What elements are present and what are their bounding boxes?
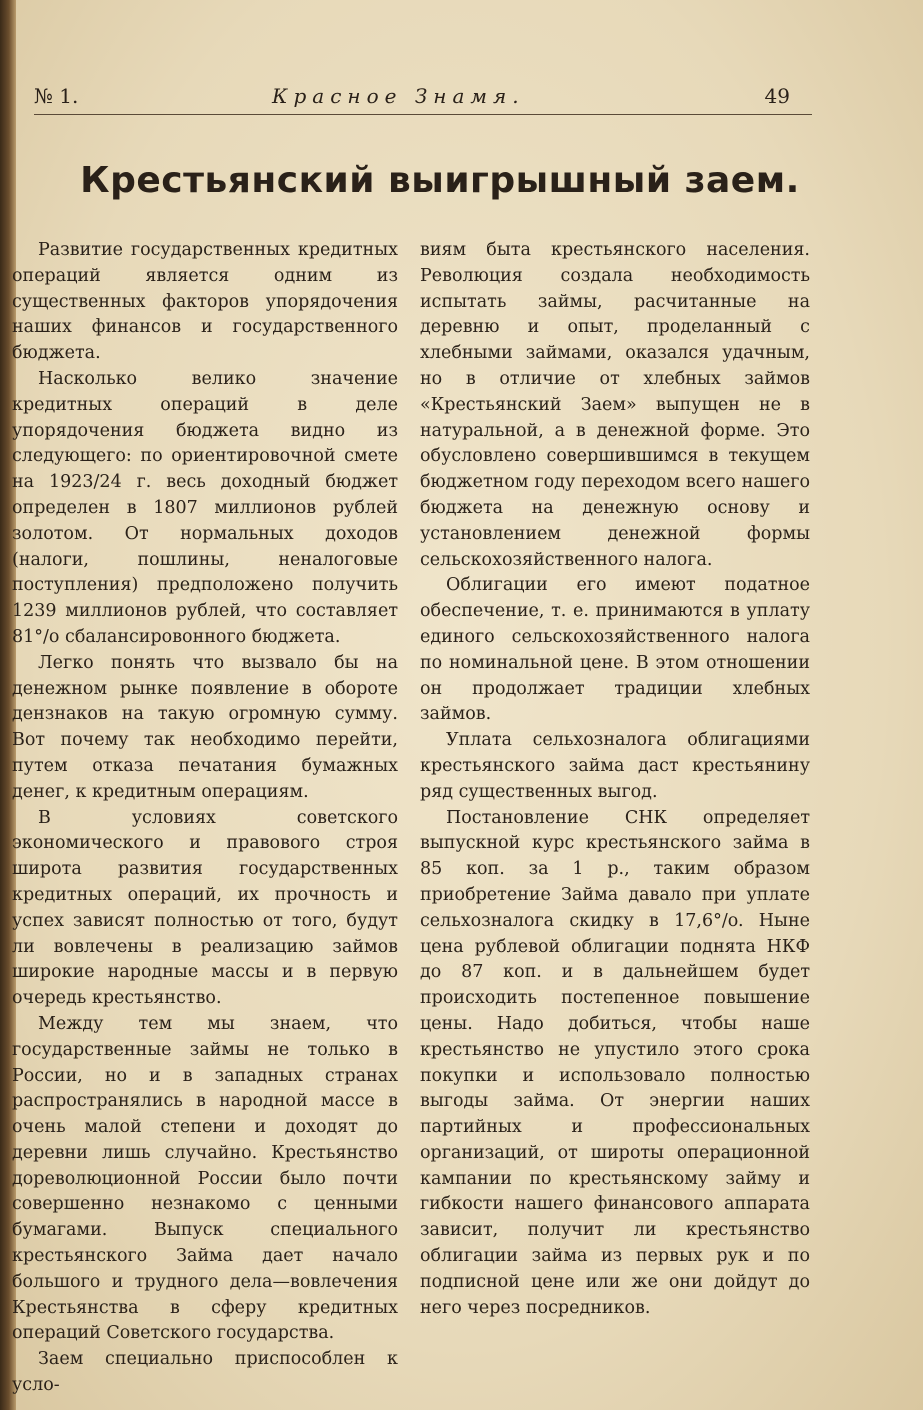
paragraph: Облигации его имеют податное обеспечение, т. е. принимаются в уплату единого сельскохозяйственного налога по номинальной цене. В этом отношении он продолжает традиции хлебных займов.	[420, 575, 810, 725]
paragraph: Развитие государственных кредитных операций является одним из существенных факторов упорядочения наших финансов и государственного бюджета.	[12, 240, 398, 364]
issue-number: № 1.	[34, 84, 79, 108]
article-title: Крестьянский выигрышный заем.	[80, 160, 800, 201]
paragraph: Насколько велико значение кредитных операций в деле упорядочения бюджета видно из следующего: по ориентировочной смете на 1923/24 г. весь доходный бюджет определен в 1807 миллионов рублей золотом. От нормальных доходов (налоги, пошлины, неналоговые поступления) предположено получить 1239 миллионов рублей, что составляет 81°/o сбалансировонного бюджета.	[12, 368, 398, 647]
right-column	[420, 238, 810, 1321]
paragraph-continued: виям быта крестьянского населения. Революция создала необходимость испытать займы, расчитанные на деревню и опыт, проделанный с хлебными займами, оказался удачным, но в отличие от хлебных займов «Крестьянский Заем» выпущен не в натуральной, а в денежной форме. Это обусловлено совершившимся в текущем бюджетном году переходом всего нашего бюджета на денежную основу и установлением денежной формы сельскохозяйственного налога.	[420, 240, 810, 570]
paragraph: Уплата сельхозналога облигациями крестьянского займа даст крестьянину ряд существенных выгод.	[420, 730, 810, 802]
paragraph: Между тем мы знаем, что государственные займы не только в России, но и в западных странах распространялись в народной массе в очень малой степени и доходят до деревни лишь случайно. Крестьянство дореволюционной России было почти совершенно незнакомо с ценными бумагами. Выпуск специального крестьянского Займа дает начало большого и трудного дела—вовлечения Крестьянства в сферу кредитных операций Советского государства.	[12, 1013, 398, 1344]
paragraph: Заем специально приспособлен к усло-	[12, 1349, 398, 1396]
header-rule	[34, 114, 812, 115]
paragraph: Постановление СНК определяет выпускной курс крестьянского займа в 85 коп. за 1 р., таким образом приобретение Займа давало при уплате сельхозналога скидку в 17,6°/o. Ныне цена рублевой облигации поднята НКФ до 87 коп. и в дальнейшем будет происходить постепенное повышение цены. Надо добиться, чтобы наше крестьянство не упустило этого срока покупки и использовало полностью выгоды займа. От энергии наших партийных и профессиональных организаций, от широты операционной кампании по крестьянскому займу и гибкости нашего финансового аппарата зависит, получит ли крестьянство облигации займа из первых рук и по подписной цене или же они дойдут до него через посредников.	[420, 807, 810, 1318]
page-number: 49	[764, 84, 790, 108]
paragraph: В условиях советского экономического и правового строя широта развития государственных кредитных операций, их прочность и успех зависят полностью от того, будут ли вовлечены в реализацию займов широкие народные массы и в первую очередь крестьянство.	[12, 807, 398, 1009]
journal-title: Красное Знамя.	[272, 84, 525, 108]
page-header	[34, 84, 790, 114]
paragraph: Легко понять что вызвало бы на денежном рынке появление в обороте дензнаков на такую огромную сумму. Вот почему так необходимо перейти, путем отказа печатания бумажных денег, к кредитным операциям.	[12, 652, 398, 802]
left-column	[12, 238, 398, 1399]
